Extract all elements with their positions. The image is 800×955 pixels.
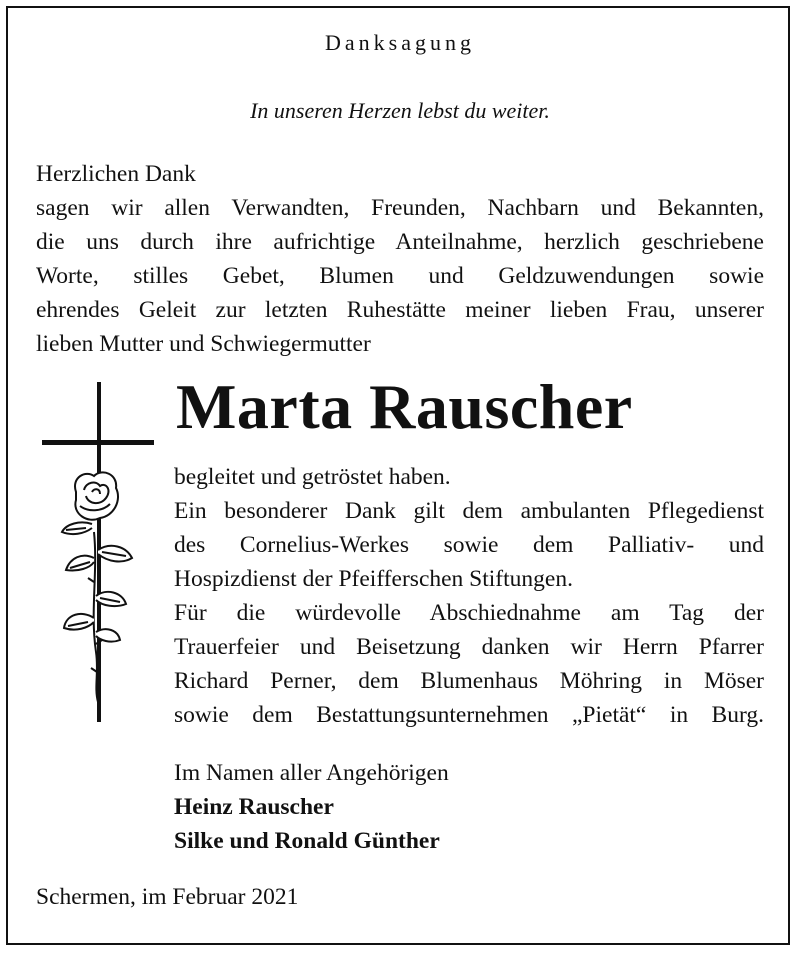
intro-line: die uns durch ihre aufrichtige Anteilnahme, herzlich geschriebene xyxy=(36,229,764,255)
intro-line: lieben Mutter und Schwiegermutter xyxy=(36,331,371,357)
cross-with-rose xyxy=(36,382,166,727)
signoff-name: Heinz Rauscher xyxy=(174,794,334,820)
body-line: begleitet und getröstet haben. xyxy=(174,464,451,490)
body-line: des Cornelius-Werkes sowie dem Palliativ- und xyxy=(174,532,764,558)
body-line: Trauerfeier und Beisetzung danken wir Herrn Pfarrer xyxy=(174,634,764,660)
notice-heading: Danksagung xyxy=(325,30,475,55)
motto: In unseren Herzen lebst du weiter. xyxy=(250,98,550,123)
signoff xyxy=(174,756,449,858)
intro-line: sagen wir allen Verwandten, Freunden, Nachbarn und Bekannten, xyxy=(36,195,764,221)
intro-line: ehrendes Geleit zur letzten Ruhestätte meiner lieben Frau, unserer xyxy=(36,297,764,323)
body-line: sowie dem Bestattungsunternehmen „Pietät“ in Burg. xyxy=(174,702,764,728)
intro-line: Worte, stilles Gebet, Blumen und Geldzuwendungen sowie xyxy=(36,263,764,289)
signoff-name: Silke und Ronald Günther xyxy=(174,828,440,854)
body-line: Für die würdevolle Abschiednahme am Tag der xyxy=(174,600,764,626)
body-paragraph xyxy=(174,460,764,732)
signoff-intro: Im Namen aller Angehörigen xyxy=(174,760,449,786)
intro-paragraph xyxy=(36,157,764,361)
deceased-name: Marta Rauscher xyxy=(176,371,633,442)
body-line: Hospizdienst der Pfeifferschen Stiftungen. xyxy=(174,566,573,592)
intro-first-line: Herzlichen Dank xyxy=(36,161,196,187)
body-line: Ein besonderer Dank gilt dem ambulanten Pflegedienst xyxy=(174,498,764,524)
place-date: Schermen, im Februar 2021 xyxy=(36,884,299,910)
body-line: Richard Perner, dem Blumenhaus Möhring in Möser xyxy=(174,668,764,694)
